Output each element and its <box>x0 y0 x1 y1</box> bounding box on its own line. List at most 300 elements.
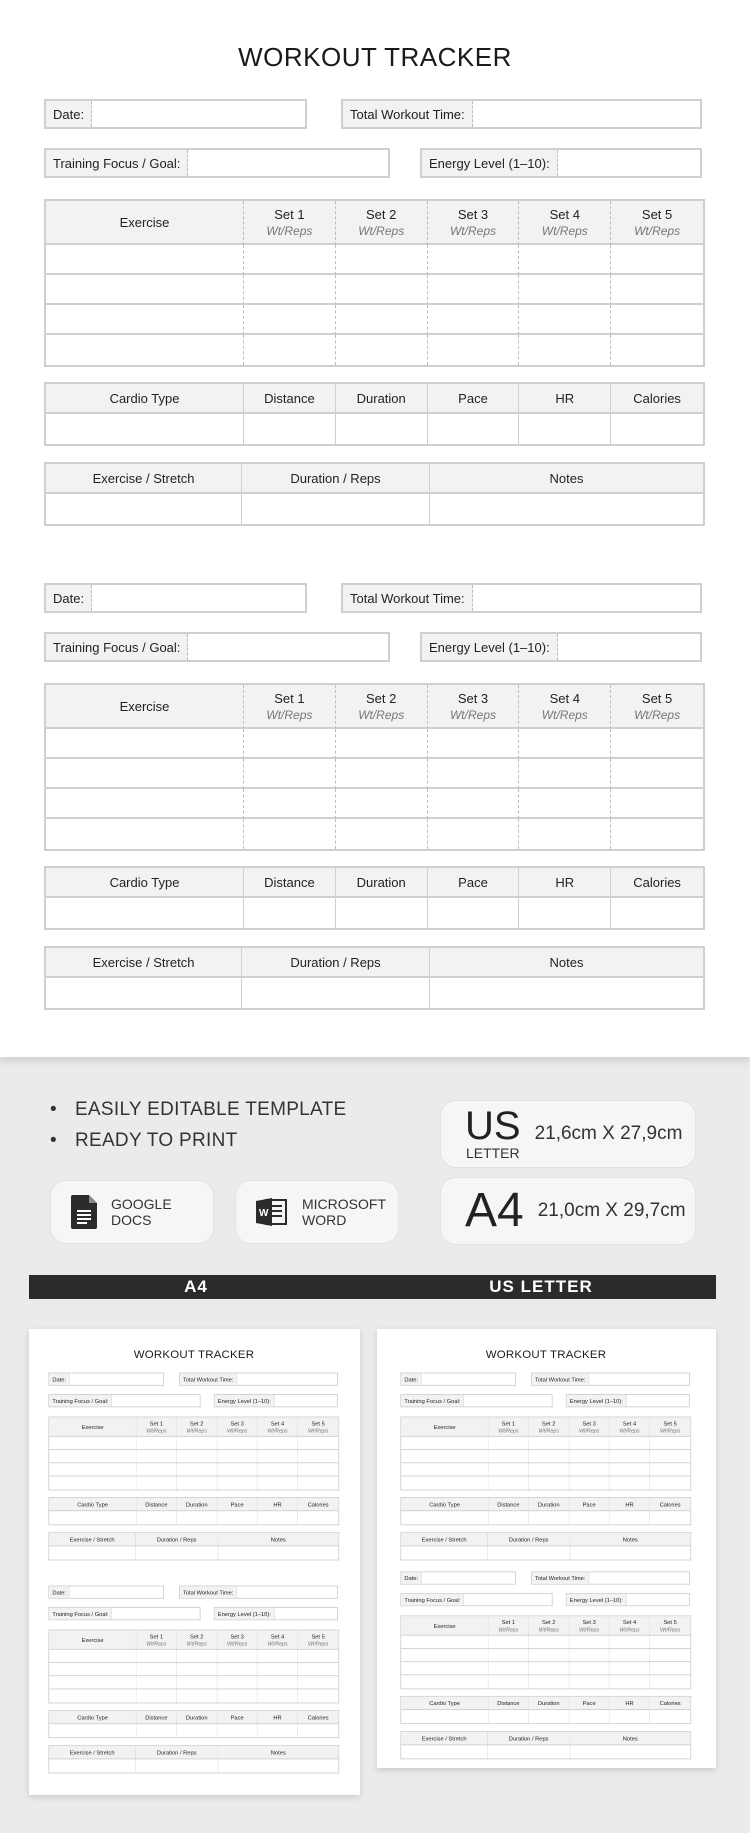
table-cell[interactable] <box>258 1450 298 1463</box>
training-focus-input[interactable] <box>464 1594 552 1605</box>
table-cell[interactable] <box>650 1636 690 1649</box>
energy-level-field[interactable] <box>420 148 702 178</box>
table-cell[interactable] <box>136 1724 176 1737</box>
set-label: Set 4 <box>270 1419 285 1427</box>
table-cell[interactable] <box>298 1511 338 1524</box>
table-cell[interactable] <box>46 494 242 524</box>
training-focus-field[interactable] <box>44 148 390 178</box>
table-cell[interactable] <box>46 275 244 305</box>
date-field[interactable] <box>44 99 307 129</box>
table-cell[interactable] <box>136 1511 176 1524</box>
table-cell[interactable] <box>519 819 611 849</box>
table-cell[interactable] <box>519 335 611 365</box>
date-label: Date: <box>401 1373 421 1384</box>
energy-level-field[interactable] <box>214 1394 338 1407</box>
date-input[interactable] <box>92 585 305 611</box>
table-cell[interactable] <box>46 245 244 275</box>
table-cell[interactable] <box>46 898 244 928</box>
table-cell[interactable] <box>569 1463 609 1476</box>
table-cell[interactable] <box>611 275 703 305</box>
total-workout-time-input[interactable] <box>237 1586 337 1597</box>
energy-level-label: Energy Level (1–10): <box>215 1608 275 1619</box>
table-cell[interactable] <box>136 1450 176 1463</box>
table-cell[interactable] <box>217 1689 257 1702</box>
table-cell[interactable] <box>177 1511 217 1524</box>
training-focus-field[interactable] <box>400 1394 552 1407</box>
table-cell[interactable] <box>177 1650 217 1663</box>
table-cell[interactable] <box>428 789 520 819</box>
table-cell[interactable] <box>650 1662 690 1675</box>
table-cell[interactable] <box>49 1437 136 1450</box>
table-cell[interactable] <box>610 1662 650 1675</box>
total-workout-time-field[interactable] <box>531 1373 690 1386</box>
workout-log-section <box>0 99 750 529</box>
header-text: Notes <box>622 1536 638 1543</box>
table-cell[interactable] <box>488 1437 528 1450</box>
table-cell[interactable] <box>49 1650 136 1663</box>
set-label: Set 5 <box>663 1618 677 1626</box>
table-cell[interactable] <box>136 1663 176 1676</box>
table-cell[interactable] <box>217 1437 257 1450</box>
total-workout-time-field[interactable] <box>179 1373 338 1386</box>
table-cell[interactable] <box>298 1650 338 1663</box>
table-cell[interactable] <box>49 1759 135 1772</box>
table-cell[interactable] <box>529 1710 569 1723</box>
table-cell[interactable] <box>519 245 611 275</box>
table-cell[interactable] <box>569 1636 609 1649</box>
date-input[interactable] <box>70 1586 164 1597</box>
header-text: Exercise / Stretch <box>421 1734 467 1742</box>
table-cell[interactable] <box>569 1675 609 1688</box>
table-cell[interactable] <box>428 729 520 759</box>
energy-level-label: Energy Level (1–10): <box>567 1395 627 1406</box>
table-cell[interactable] <box>298 1476 338 1489</box>
table-cell[interactable] <box>487 1745 570 1758</box>
table-cell[interactable] <box>611 335 703 365</box>
table-cell[interactable] <box>529 1675 569 1688</box>
table-cell[interactable] <box>258 1689 298 1702</box>
table-cell[interactable] <box>488 1675 528 1688</box>
table-cell[interactable] <box>217 1450 257 1463</box>
table-cell[interactable] <box>177 1437 217 1450</box>
table-cell[interactable] <box>217 1663 257 1676</box>
workout-log-section <box>381 1571 711 1760</box>
cardio-header <box>650 1498 690 1511</box>
stretch-table <box>400 1731 691 1759</box>
table-cell[interactable] <box>529 1649 569 1662</box>
training-focus-label: Training Focus / Goal: <box>401 1395 464 1406</box>
table-cell[interactable] <box>529 1636 569 1649</box>
training-focus-input[interactable] <box>112 1395 200 1406</box>
table-cell[interactable] <box>401 1675 488 1688</box>
table-cell[interactable] <box>519 898 611 928</box>
table-cell[interactable] <box>570 1546 690 1559</box>
table-cell[interactable] <box>46 305 244 335</box>
energy-level-label: Energy Level (1–10): <box>422 634 558 660</box>
training-focus-field[interactable] <box>48 1607 200 1620</box>
table-cell[interactable] <box>401 1476 488 1489</box>
stretch-header <box>570 1732 690 1745</box>
total-workout-time-input[interactable] <box>237 1373 337 1384</box>
size-code: A4 <box>465 1184 524 1237</box>
table-cell[interactable] <box>49 1450 136 1463</box>
table-cell[interactable] <box>610 1476 650 1489</box>
table-cell[interactable] <box>428 275 520 305</box>
table-cell[interactable] <box>136 1476 176 1489</box>
table-cell[interactable] <box>611 245 703 275</box>
set-header <box>217 1417 257 1436</box>
table-cell[interactable] <box>46 978 242 1008</box>
date-field[interactable] <box>400 1571 516 1584</box>
set-header <box>529 1616 569 1635</box>
table-cell[interactable] <box>611 898 703 928</box>
date-input[interactable] <box>422 1373 516 1384</box>
table-cell[interactable] <box>401 1710 488 1723</box>
total-workout-time-field[interactable] <box>341 583 702 613</box>
header-text: Pace <box>230 1500 244 1508</box>
table-cell[interactable] <box>298 1463 338 1476</box>
energy-level-input[interactable] <box>274 1395 337 1406</box>
table-cell[interactable] <box>244 414 336 444</box>
total-workout-time-field[interactable] <box>179 1586 338 1599</box>
table-cell[interactable] <box>49 1546 135 1559</box>
table-cell[interactable] <box>177 1689 217 1702</box>
table-cell[interactable] <box>488 1710 528 1723</box>
set-header <box>298 1417 338 1436</box>
table-cell[interactable] <box>46 335 244 365</box>
table-cell[interactable] <box>650 1450 690 1463</box>
date-input[interactable] <box>70 1373 164 1384</box>
training-focus-input[interactable] <box>464 1395 552 1406</box>
table-cell[interactable] <box>519 759 611 789</box>
table-cell[interactable] <box>242 978 430 1008</box>
table-cell[interactable] <box>569 1662 609 1675</box>
table-cell[interactable] <box>49 1689 136 1702</box>
table-cell[interactable] <box>336 414 428 444</box>
table-cell[interactable] <box>610 1649 650 1662</box>
table-cell[interactable] <box>298 1437 338 1450</box>
table-cell[interactable] <box>650 1511 690 1524</box>
table-cell[interactable] <box>529 1437 569 1450</box>
table-cell[interactable] <box>650 1476 690 1489</box>
energy-level-input[interactable] <box>558 634 700 660</box>
table-cell[interactable] <box>135 1759 218 1772</box>
table-cell[interactable] <box>650 1437 690 1450</box>
table-cell[interactable] <box>136 1463 176 1476</box>
table-cell[interactable] <box>135 1546 218 1559</box>
exercise-header <box>46 685 244 729</box>
table-cell[interactable] <box>650 1463 690 1476</box>
header-text: Calories <box>633 874 681 890</box>
set-sublabel: Wt/Reps <box>498 1427 519 1434</box>
table-cell[interactable] <box>529 1463 569 1476</box>
table-cell[interactable] <box>258 1511 298 1524</box>
table-cell[interactable] <box>244 305 336 335</box>
total-workout-time-input[interactable] <box>473 101 700 127</box>
table-cell[interactable] <box>519 789 611 819</box>
table-cell[interactable] <box>519 414 611 444</box>
table-cell[interactable] <box>570 1745 690 1758</box>
table-cell[interactable] <box>298 1689 338 1702</box>
table-cell[interactable] <box>49 1724 136 1737</box>
stretch-header <box>401 1533 487 1546</box>
table-cell[interactable] <box>488 1463 528 1476</box>
table-cell[interactable] <box>336 789 428 819</box>
table-cell[interactable] <box>488 1649 528 1662</box>
table-cell[interactable] <box>610 1511 650 1524</box>
table-cell[interactable] <box>430 494 703 524</box>
table-cell[interactable] <box>49 1663 136 1676</box>
date-input[interactable] <box>422 1572 516 1583</box>
table-cell[interactable] <box>244 898 336 928</box>
table-cell[interactable] <box>46 789 244 819</box>
table-cell[interactable] <box>488 1450 528 1463</box>
table-cell[interactable] <box>488 1636 528 1649</box>
table-cell[interactable] <box>258 1437 298 1450</box>
table-cell[interactable] <box>428 335 520 365</box>
table-cell[interactable] <box>218 1546 338 1559</box>
table-cell[interactable] <box>136 1650 176 1663</box>
table-cell[interactable] <box>258 1663 298 1676</box>
energy-level-input[interactable] <box>274 1608 337 1619</box>
table-cell[interactable] <box>298 1676 338 1689</box>
energy-level-field[interactable] <box>214 1607 338 1620</box>
total-workout-time-field[interactable] <box>341 99 702 129</box>
training-focus-field[interactable] <box>48 1394 200 1407</box>
energy-level-field[interactable] <box>566 1394 690 1407</box>
table-cell[interactable] <box>569 1476 609 1489</box>
table-cell[interactable] <box>569 1450 609 1463</box>
table-cell[interactable] <box>519 729 611 759</box>
table-cell[interactable] <box>428 759 520 789</box>
table-cell[interactable] <box>258 1724 298 1737</box>
table-cell[interactable] <box>49 1511 136 1524</box>
table-cell[interactable] <box>136 1676 176 1689</box>
table-cell[interactable] <box>49 1463 136 1476</box>
set-header <box>610 1417 650 1436</box>
table-cell[interactable] <box>401 1450 488 1463</box>
set-header <box>136 1417 176 1436</box>
table-cell[interactable] <box>529 1476 569 1489</box>
table-cell[interactable] <box>336 245 428 275</box>
table-cell[interactable] <box>610 1675 650 1688</box>
table-cell[interactable] <box>336 305 428 335</box>
table-cell[interactable] <box>610 1710 650 1723</box>
table-cell[interactable] <box>488 1511 528 1524</box>
set-header <box>258 1417 298 1436</box>
table-cell[interactable] <box>177 1676 217 1689</box>
set-header <box>569 1417 609 1436</box>
table-cell[interactable] <box>244 245 336 275</box>
table-cell[interactable] <box>401 1745 487 1758</box>
set-label: Set 1 <box>274 690 305 706</box>
table-cell[interactable] <box>611 729 703 759</box>
header-text: Notes <box>549 954 584 970</box>
table-cell[interactable] <box>242 494 430 524</box>
table-cell[interactable] <box>298 1724 338 1737</box>
header-text: HR <box>625 1500 634 1508</box>
table-cell[interactable] <box>258 1463 298 1476</box>
table-cell[interactable] <box>488 1662 528 1675</box>
set-sublabel: Wt/Reps <box>186 1640 207 1647</box>
energy-level-field[interactable] <box>566 1593 690 1606</box>
stretch-table <box>48 1745 339 1773</box>
training-focus-input[interactable] <box>188 634 388 660</box>
table-cell[interactable] <box>519 305 611 335</box>
date-input[interactable] <box>92 101 305 127</box>
header-text: Notes <box>270 1536 286 1543</box>
word-icon <box>256 1197 288 1227</box>
table-cell[interactable] <box>177 1476 217 1489</box>
header-text: Cardio Type <box>109 390 180 406</box>
cardio-header <box>177 1711 217 1724</box>
date-field[interactable] <box>44 583 307 613</box>
app-name-line: WORD <box>302 1212 347 1228</box>
training-focus-label: Training Focus / Goal: <box>49 1608 112 1619</box>
table-cell[interactable] <box>46 819 244 849</box>
table-cell[interactable] <box>488 1476 528 1489</box>
set-label: Set 5 <box>641 206 673 222</box>
cardio-header <box>136 1498 176 1511</box>
table-cell[interactable] <box>650 1649 690 1662</box>
table-cell[interactable] <box>336 729 428 759</box>
header-text: Notes <box>622 1734 638 1742</box>
table-cell[interactable] <box>217 1463 257 1476</box>
energy-level-input[interactable] <box>558 150 700 176</box>
table-cell[interactable] <box>298 1663 338 1676</box>
table-cell[interactable] <box>529 1450 569 1463</box>
table-cell[interactable] <box>611 759 703 789</box>
table-cell[interactable] <box>217 1476 257 1489</box>
cardio-header <box>49 1498 136 1511</box>
date-field[interactable] <box>48 1373 164 1386</box>
table-cell[interactable] <box>401 1662 488 1675</box>
table-cell[interactable] <box>428 898 520 928</box>
table-cell[interactable] <box>258 1676 298 1689</box>
table-cell[interactable] <box>401 1511 488 1524</box>
table-cell[interactable] <box>49 1476 136 1489</box>
table-cell[interactable] <box>650 1710 690 1723</box>
table-cell[interactable] <box>46 729 244 759</box>
header-text: Duration <box>185 1713 208 1721</box>
table-cell[interactable] <box>650 1675 690 1688</box>
energy-level-field[interactable] <box>420 632 702 662</box>
table-cell[interactable] <box>217 1511 257 1524</box>
cardio-table <box>48 1497 339 1525</box>
set-header <box>529 1417 569 1436</box>
table-cell[interactable] <box>244 789 336 819</box>
table-cell[interactable] <box>430 978 703 1008</box>
page-title: WORKOUT TRACKER <box>133 1347 255 1361</box>
table-cell[interactable] <box>529 1511 569 1524</box>
table-cell[interactable] <box>401 1649 488 1662</box>
table-cell[interactable] <box>336 819 428 849</box>
cardio-header <box>488 1498 528 1511</box>
table-cell[interactable] <box>46 759 244 789</box>
table-cell[interactable] <box>610 1437 650 1450</box>
table-cell[interactable] <box>244 275 336 305</box>
table-cell[interactable] <box>336 335 428 365</box>
table-cell[interactable] <box>529 1662 569 1675</box>
table-cell[interactable] <box>218 1759 338 1772</box>
date-field[interactable] <box>48 1586 164 1599</box>
table-cell[interactable] <box>136 1689 176 1702</box>
table-cell[interactable] <box>610 1450 650 1463</box>
table-cell[interactable] <box>428 305 520 335</box>
table-cell[interactable] <box>611 414 703 444</box>
total-workout-time-label: Total Workout Time: <box>532 1373 589 1384</box>
table-cell[interactable] <box>428 414 520 444</box>
table-cell[interactable] <box>177 1450 217 1463</box>
training-focus-input[interactable] <box>112 1608 200 1619</box>
cardio-header <box>610 1697 650 1710</box>
table-cell[interactable] <box>487 1546 570 1559</box>
table-cell[interactable] <box>217 1676 257 1689</box>
total-workout-time-field[interactable] <box>531 1571 690 1584</box>
table-cell[interactable] <box>46 414 244 444</box>
table-cell[interactable] <box>401 1437 488 1450</box>
table-cell[interactable] <box>298 1450 338 1463</box>
table-cell[interactable] <box>611 305 703 335</box>
table-cell[interactable] <box>217 1650 257 1663</box>
table-cell[interactable] <box>177 1724 217 1737</box>
total-workout-time-input[interactable] <box>473 585 700 611</box>
table-cell[interactable] <box>401 1636 488 1649</box>
table-cell[interactable] <box>336 898 428 928</box>
set-sublabel: Wt/Reps <box>449 223 496 238</box>
stretch-header <box>46 948 242 978</box>
table-cell[interactable] <box>136 1437 176 1450</box>
table-cell[interactable] <box>401 1463 488 1476</box>
table-cell[interactable] <box>244 759 336 789</box>
table-cell[interactable] <box>428 245 520 275</box>
table-cell[interactable] <box>258 1650 298 1663</box>
table-cell[interactable] <box>611 819 703 849</box>
table-cell[interactable] <box>244 819 336 849</box>
table-cell[interactable] <box>336 275 428 305</box>
table-cell[interactable] <box>610 1636 650 1649</box>
training-focus-input[interactable] <box>188 150 388 176</box>
table-cell[interactable] <box>401 1546 487 1559</box>
table-cell[interactable] <box>336 759 428 789</box>
table-cell[interactable] <box>244 729 336 759</box>
table-cell[interactable] <box>611 789 703 819</box>
table-cell[interactable] <box>217 1724 257 1737</box>
training-focus-field[interactable] <box>400 1593 552 1606</box>
table-cell[interactable] <box>177 1663 217 1676</box>
table-cell[interactable] <box>569 1437 609 1450</box>
table-cell[interactable] <box>177 1463 217 1476</box>
set-sublabel: Wt/Reps <box>266 707 313 722</box>
table-cell[interactable] <box>428 819 520 849</box>
date-field[interactable] <box>400 1373 516 1386</box>
total-workout-time-input[interactable] <box>589 1373 689 1384</box>
table-cell[interactable] <box>569 1710 609 1723</box>
table-cell[interactable] <box>610 1463 650 1476</box>
table-cell[interactable] <box>258 1476 298 1489</box>
energy-level-input[interactable] <box>626 1395 689 1406</box>
table-cell[interactable] <box>244 335 336 365</box>
cardio-header <box>569 1697 609 1710</box>
total-workout-time-input[interactable] <box>589 1572 689 1583</box>
set-label: Set 3 <box>582 1618 596 1626</box>
table-cell[interactable] <box>49 1676 136 1689</box>
table-cell[interactable] <box>569 1511 609 1524</box>
table-cell[interactable] <box>569 1649 609 1662</box>
energy-level-input[interactable] <box>626 1594 689 1605</box>
table-cell[interactable] <box>519 275 611 305</box>
training-focus-field[interactable] <box>44 632 390 662</box>
